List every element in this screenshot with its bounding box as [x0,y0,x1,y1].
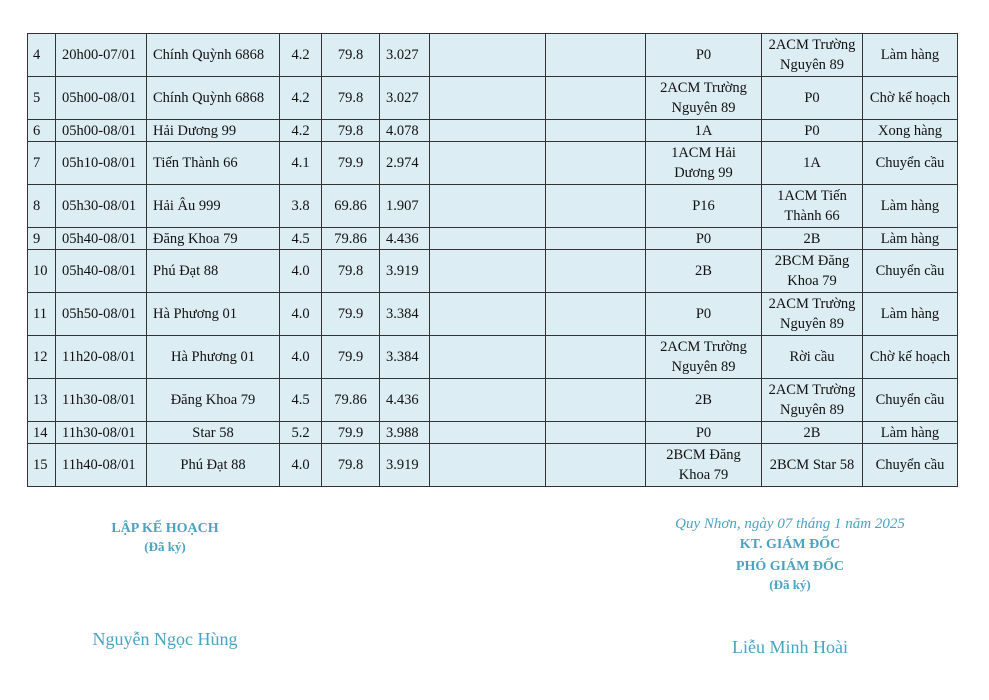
cell-time: 05h00-08/01 [56,120,147,142]
cell-ship-name: Chính Quỳnh 6868 [147,34,280,77]
cell-no: 5 [28,77,56,120]
cell-status: Chờ kế hoạch [863,77,958,120]
cell-to-berth: 1ACM Tiến Thành 66 [762,185,863,228]
cell-to-berth: 2ACM Trường Nguyên 89 [762,34,863,77]
cell-ship-name: Đăng Khoa 79 [147,379,280,422]
cell-time: 11h20-08/01 [56,336,147,379]
cell-length: 79.86 [322,379,380,422]
cell-status: Chuyển cầu [863,142,958,185]
schedule-body [28,34,958,487]
cell-time: 05h30-08/01 [56,185,147,228]
cell-empty [546,185,646,228]
cell-no: 6 [28,120,56,142]
cell-empty [430,142,546,185]
cell-no: 11 [28,293,56,336]
cell-empty [546,120,646,142]
cell-tonnage: 3.988 [380,422,430,444]
cell-ship-name: Phú Đạt 88 [147,444,280,487]
cell-tonnage: 3.027 [380,34,430,77]
cell-draft: 4.0 [280,336,322,379]
cell-no: 10 [28,250,56,293]
director-title-1: KT. GIÁM ĐỐC [739,537,841,552]
cell-status: Chuyển cầu [863,379,958,422]
cell-empty [546,77,646,120]
cell-empty [430,444,546,487]
cell-no: 14 [28,422,56,444]
director-signature-block [650,514,930,658]
cell-to-berth: 2ACM Trường Nguyên 89 [762,379,863,422]
cell-status: Làm hàng [863,293,958,336]
cell-draft: 4.0 [280,444,322,487]
cell-to-berth: 2BCM Đăng Khoa 79 [762,250,863,293]
cell-length: 79.8 [322,34,380,77]
cell-to-berth: 1A [762,142,863,185]
cell-ship-name: Star 58 [147,422,280,444]
cell-length: 79.8 [322,250,380,293]
ship-schedule-table [27,33,958,487]
cell-draft: 4.5 [280,379,322,422]
cell-no: 7 [28,142,56,185]
cell-draft: 4.2 [280,34,322,77]
cell-ship-name: Chính Quỳnh 6868 [147,77,280,120]
cell-draft: 5.2 [280,422,322,444]
cell-from-berth: 1A [646,120,762,142]
cell-length: 79.9 [322,422,380,444]
cell-draft: 4.1 [280,142,322,185]
cell-empty [430,34,546,77]
cell-empty [546,142,646,185]
cell-from-berth: P16 [646,185,762,228]
cell-tonnage: 2.974 [380,142,430,185]
table-row [28,77,958,120]
director-title-2: PHÓ GIÁM ĐỐC [735,559,845,574]
cell-tonnage: 3.919 [380,444,430,487]
planner-signed-note: (Đã ký) [144,539,186,554]
cell-empty [546,293,646,336]
cell-status: Làm hàng [863,185,958,228]
cell-from-berth: P0 [646,422,762,444]
cell-from-berth: P0 [646,293,762,336]
cell-draft: 4.0 [280,250,322,293]
planner-name: Nguyễn Ngọc Hùng [92,629,238,649]
cell-tonnage: 3.919 [380,250,430,293]
cell-tonnage: 4.078 [380,120,430,142]
cell-to-berth: 2ACM Trường Nguyên 89 [762,293,863,336]
cell-to-berth: 2B [762,422,863,444]
cell-length: 79.86 [322,228,380,250]
cell-ship-name: Hải Âu 999 [147,185,280,228]
cell-from-berth: P0 [646,228,762,250]
director-name: Liễu Minh Hoài [732,637,848,657]
cell-to-berth: Rời cầu [762,336,863,379]
cell-status: Chuyển cầu [863,250,958,293]
table-row [28,185,958,228]
cell-draft: 4.5 [280,228,322,250]
cell-from-berth: 2ACM Trường Nguyên 89 [646,77,762,120]
cell-no: 4 [28,34,56,77]
cell-draft: 4.0 [280,293,322,336]
cell-status: Chờ kế hoạch [863,336,958,379]
cell-to-berth: 2BCM Star 58 [762,444,863,487]
cell-tonnage: 4.436 [380,228,430,250]
cell-ship-name: Đăng Khoa 79 [147,228,280,250]
cell-length: 69.86 [322,185,380,228]
cell-no: 15 [28,444,56,487]
cell-empty [546,336,646,379]
cell-from-berth: 2B [646,379,762,422]
cell-empty [430,77,546,120]
cell-empty [546,250,646,293]
table-row [28,120,958,142]
cell-empty [430,422,546,444]
cell-empty [546,228,646,250]
cell-time: 11h30-08/01 [56,422,147,444]
cell-time: 05h40-08/01 [56,250,147,293]
cell-time: 05h40-08/01 [56,228,147,250]
cell-tonnage: 3.384 [380,336,430,379]
cell-tonnage: 4.436 [380,379,430,422]
table-row [28,444,958,487]
cell-length: 79.8 [322,77,380,120]
cell-empty [430,120,546,142]
cell-no: 8 [28,185,56,228]
cell-to-berth: 2B [762,228,863,250]
cell-status: Xong hàng [863,120,958,142]
table-row [28,422,958,444]
cell-empty [546,34,646,77]
cell-no: 13 [28,379,56,422]
cell-no: 12 [28,336,56,379]
table-row [28,142,958,185]
cell-to-berth: P0 [762,77,863,120]
director-signed-note: (Đã ký) [769,577,811,592]
table-row [28,228,958,250]
cell-time: 11h40-08/01 [56,444,147,487]
cell-draft: 4.2 [280,77,322,120]
cell-time: 05h50-08/01 [56,293,147,336]
cell-status: Làm hàng [863,422,958,444]
cell-ship-name: Hải Dương 99 [147,120,280,142]
cell-empty [546,422,646,444]
cell-from-berth: 1ACM Hải Dương 99 [646,142,762,185]
cell-to-berth: P0 [762,120,863,142]
cell-length: 79.9 [322,336,380,379]
cell-empty [430,250,546,293]
planner-title: LẬP KẾ HOẠCH [111,521,219,536]
table-row [28,336,958,379]
cell-ship-name: Hà Phương 01 [147,336,280,379]
cell-from-berth: 2B [646,250,762,293]
cell-length: 79.8 [322,444,380,487]
cell-time: 05h00-08/01 [56,77,147,120]
cell-empty [430,379,546,422]
place-date: Quy Nhơn, ngày 07 tháng 1 năm 2025 [675,516,905,532]
cell-empty [546,444,646,487]
cell-length: 79.9 [322,293,380,336]
cell-time: 20h00-07/01 [56,34,147,77]
cell-no: 9 [28,228,56,250]
cell-status: Làm hàng [863,34,958,77]
cell-empty [430,185,546,228]
cell-ship-name: Hà Phương 01 [147,293,280,336]
cell-tonnage: 3.384 [380,293,430,336]
cell-from-berth: 2ACM Trường Nguyên 89 [646,336,762,379]
table-row [28,379,958,422]
cell-draft: 3.8 [280,185,322,228]
cell-empty [430,228,546,250]
cell-tonnage: 3.027 [380,77,430,120]
cell-length: 79.8 [322,120,380,142]
cell-from-berth: P0 [646,34,762,77]
table-row [28,34,958,77]
cell-empty [546,379,646,422]
planner-signature-block [80,520,250,650]
cell-ship-name: Tiến Thành 66 [147,142,280,185]
table-row [28,250,958,293]
cell-length: 79.9 [322,142,380,185]
cell-status: Làm hàng [863,228,958,250]
cell-time: 05h10-08/01 [56,142,147,185]
cell-empty [430,336,546,379]
table-row [28,293,958,336]
cell-from-berth: 2BCM Đăng Khoa 79 [646,444,762,487]
cell-time: 11h30-08/01 [56,379,147,422]
cell-draft: 4.2 [280,120,322,142]
cell-tonnage: 1.907 [380,185,430,228]
cell-ship-name: Phú Đạt 88 [147,250,280,293]
cell-status: Chuyển cầu [863,444,958,487]
cell-empty [430,293,546,336]
